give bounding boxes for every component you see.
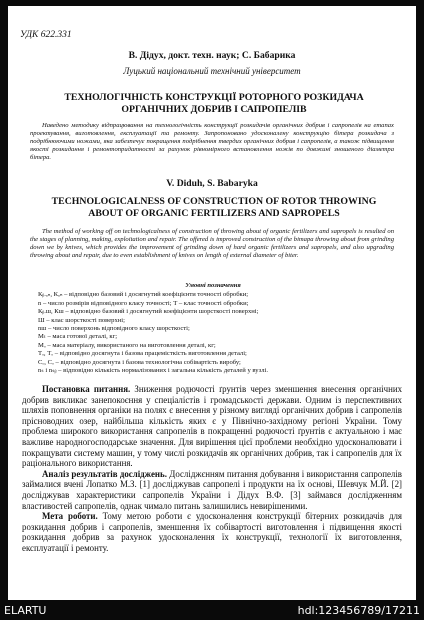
title-uk: ТЕХНОЛОГІЧНІСТЬ КОНСТРУКЦІЇ РОТОРНОГО РОЗКИДАЧА ОРГАНІЧНИХ ДОБРИВ І САПРОПЕЛІВ [64, 92, 364, 115]
notation-item: Мₜ – маса готової деталі, кг; [38, 333, 118, 341]
notation-item: Мₒ – маса матеріалу, використаного на виготовлення деталі, кг; [38, 341, 216, 349]
paragraph-lead: Мета роботи. [42, 511, 98, 522]
title-en: TECHNOLOGICALNESS OF CONSTRUCTION OF ROTOR THROWING ABOUT OF ORGANIC FERTILIZERS AND SAPROPELS [51, 196, 377, 219]
notation-item: n – число розмірів відповідного класу точності; Т – клас точності обробки; [38, 299, 249, 307]
abstract-en: The method of working off on technologicalness of construction of throwing about of organic fertilizers and sapropels is resulted on the stages of planning, making, exploitation and repair. The offered is improved construction of the bimapa throwing about from grinding down we by knives, which provides the improvement of grinding down of hard organic fertilizers and sapropels, and also upgrading throwing about and repair, due to even establishment of knives on length of external diameter of biter. [30, 228, 394, 259]
paragraph-text: Досліджєнням питання добування і використання сапропелів займалися вчені Лопатко М.З. [1] досліджував сапропелі і продукти на їх основі, Шевчук М.Й. [2] досліджував характеристики сапропелів України і Дідух В.Ф. [3] займався дослідженням властивостей сапропелів, однак чимало питань залишились невирішеними. [22, 468, 402, 511]
paragraph-analysis [22, 469, 402, 511]
notation-item: Ш – клас шорсткості поверхні; [38, 316, 125, 324]
notation-item: Кᵦ.ш, Кш – відповідно базовий і досягнутий коефіцієнти шорсткості поверхні; [38, 308, 259, 316]
affiliation: Луцький національний технічний університет [123, 66, 301, 76]
notation-heading: Умовні позначення [185, 282, 241, 289]
authors-uk: В. Дідух, докт. техн. наук; С. Бабарика [128, 50, 296, 61]
paragraph-text: Зниження родючості ґрунтів через зменшення внесення органічних добрив викликає занепокоєння у спеціалістів і громадськості держави. Одним із перспективних шляхів поповнення органіки на полях є внесення у різному вигляді органічних добрив і сапропелів прісноводних озер, найбільша кількість яких є у Північно-західному регіоні України. Тому проблема широкого використання сапропелів в покращенні родючості ґрунтів є актуальною і має важливе народногосподарське значення. Для вирішення цієї проблеми необхідно удосконалювати і покращувати систему машин, у тому числі розкидачів як органічних добрив, так і сапропелів для їх раціонального використання. [22, 384, 402, 469]
body-text [22, 384, 402, 554]
notation-item: Тₒ, Тₒ – відповідно досягнута і базова працемісткість виготовлення деталі; [38, 350, 247, 358]
paragraph-lead: Аналіз результатів досліджень. [42, 468, 167, 479]
footer-handle-id: hdl:123456789/17211 [297, 604, 420, 617]
paragraph-goal [22, 511, 402, 553]
footer-repository-name: ELARTU [4, 604, 47, 617]
paragraph-lead: Постановка питання. [42, 384, 131, 394]
authors-en: V. Diduh, S. Babaryka [166, 178, 258, 189]
notation-item: Кᵦ.ₐₙ, Кₐₙ – відповідно базовий і досягнутий коефіцієнти точності обробки; [38, 291, 249, 299]
paragraph-text: Тому метою роботи є удосконалення конструкції бітерних розкидачів для розкидання добрив і сапропелів, зменшення їх собівартості виготовлення і підвищення якості розкидання добрив за рахунок удосконалення їх конструкції, технології їх виготовлення, експлуатації і ремонту. [22, 511, 403, 553]
paragraph-problem [22, 384, 402, 469]
notation-item: nш – число поверхонь відповідного класу шорсткості; [38, 325, 190, 333]
notation-item: Cₒ, Cₒ – відповідно досягнута і базова технологічна собівартість виробу; [38, 358, 241, 366]
udk-code: УДК 622.331 [20, 30, 72, 40]
notation-item: nₛ і nₛᵦ – відповідно кількість нормалізованих і загальна кількість деталей у вузлі. [38, 367, 268, 375]
notation-block [38, 282, 388, 375]
paper-page [8, 6, 416, 600]
abstract-uk: Наведено методику відпрацювання на технологічність конструкції розкидачів органічних добрив і сапропелів на етапах проектування, виготовлення, експлуатації та ремонту. Запропоновано удосконалену конструкцію бітера розкидача з подрібнюючими ножами, яка забезпечує покращення подрібнення твердих органічних добрив і сапропелів, а також підвищення якості розкидання і ремонтопридатності за рахунок рівномірного встановлення ножів по довжині зношеного діаметра бітера. [30, 122, 394, 161]
